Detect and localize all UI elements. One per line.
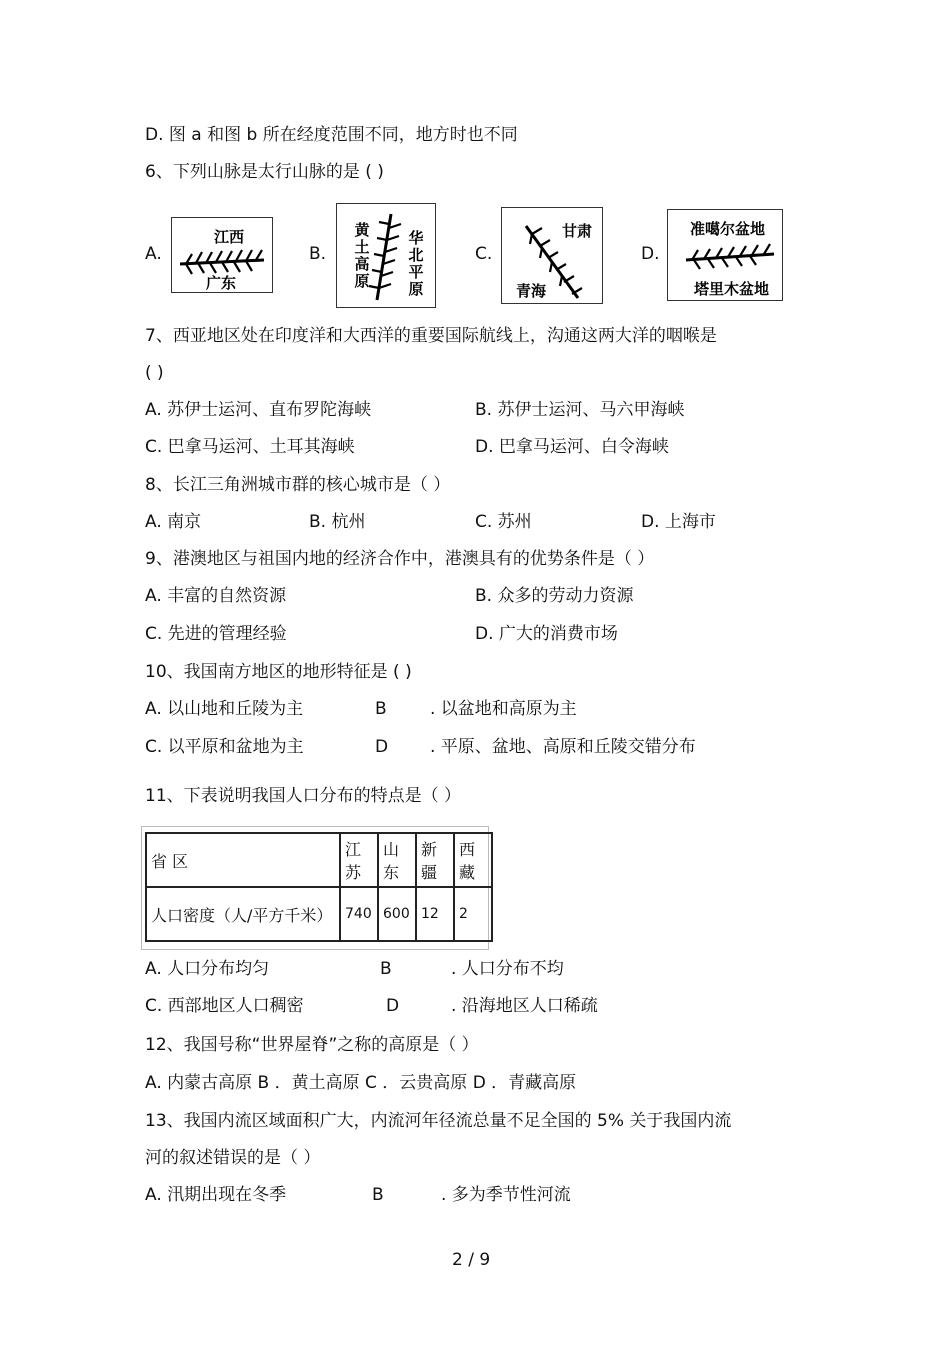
q8-option-c: C. 苏州 (475, 512, 532, 532)
q10-option-d: . 平原、盆地、高原和丘陵交错分布 (430, 737, 696, 757)
q11-option-d-letter: D (386, 996, 400, 1016)
q11-option-a: A. 人口分布均匀 (145, 959, 270, 979)
table-header-cell: 新疆 (416, 833, 454, 887)
q7-option-a: A. 苏伊士运河、直布罗陀海峡 (145, 400, 372, 420)
q6-map-c-bottom-label: 青海 (516, 282, 547, 300)
q10-option-d-letter: D (375, 737, 389, 757)
question-6: 6、下列山脉是太行山脉的是 ( ) (145, 162, 384, 182)
q6-map-b (336, 203, 436, 308)
table-header-cell: 省 区 (146, 833, 340, 887)
table-header-cell: 江苏 (340, 833, 378, 887)
table-header-cell: 西藏 (454, 833, 492, 887)
q6-map-b-left-label: 黄土高原 (354, 221, 370, 290)
question-10: 10、我国南方地区的地形特征是 ( ) (145, 662, 412, 682)
q7-option-b: B. 苏伊士运河、马六甲海峡 (475, 400, 685, 420)
question-7: 7、西亚地区处在印度洋和大西洋的重要国际航线上，沟通这两大洋的咽喉是 (145, 326, 717, 346)
q6-map-c-top-label: 甘肃 (562, 222, 593, 240)
table-cell: 740 (340, 887, 378, 941)
population-density-table (145, 832, 493, 942)
q13-option-b-letter: B (372, 1185, 384, 1205)
q6-option-b-letter: B. (309, 244, 327, 264)
q9-option-c: C. 先进的管理经验 (145, 624, 287, 644)
table-cell: 12 (416, 887, 454, 941)
q7-option-c: C. 巴拿马运河、土耳其海峡 (145, 437, 355, 457)
q6-map-c (501, 207, 603, 304)
q13-option-b: . 多为季节性河流 (441, 1185, 571, 1205)
q6-map-a (171, 217, 273, 293)
table-header-row (146, 833, 492, 887)
q6-map-d (667, 209, 783, 301)
q8-option-a: A. 南京 (145, 512, 202, 532)
table-cell: 2 (454, 887, 492, 941)
q8-option-b: B. 杭州 (309, 512, 366, 532)
q10-option-a: A. 以山地和丘陵为主 (145, 699, 304, 719)
question-13-continued: 河的叙述错误的是（ ） (145, 1148, 321, 1168)
table-header-cell: 山东 (378, 833, 416, 887)
table-cell: 人口密度（人/平方千米） (146, 887, 340, 941)
q13-option-a: A. 汛期出现在冬季 (145, 1185, 287, 1205)
q5-option-d: D. 图 a 和图 b 所在经度范围不同，地方时也不同 (145, 125, 518, 145)
q9-option-b: B. 众多的劳动力资源 (475, 586, 634, 606)
table-cell: 600 (378, 887, 416, 941)
q9-option-d: D. 广大的消费市场 (475, 624, 618, 644)
q10-option-c: C. 以平原和盆地为主 (145, 737, 304, 757)
q6-map-d-bottom-label: 塔里木盆地 (694, 280, 770, 298)
q11-option-d: . 沿海地区人口稀疏 (451, 996, 598, 1016)
q11-option-b: . 人口分布不均 (451, 959, 564, 979)
q9-option-a: A. 丰富的自然资源 (145, 586, 287, 606)
question-13: 13、我国内流区域面积广大，内流河年径流总量不足全国的 5% 关于我国内流 (145, 1111, 732, 1131)
q6-map-d-top-label: 准噶尔盆地 (690, 220, 766, 238)
table-row (146, 887, 492, 941)
q6-option-d-letter: D. (641, 244, 660, 264)
question-12: 12、我国号称“世界屋脊”之称的高原是（ ） (145, 1035, 479, 1055)
q6-option-a-letter: A. (145, 244, 162, 264)
question-8: 8、长江三角洲城市群的核心城市是（ ） (145, 475, 451, 495)
question-9: 9、港澳地区与祖国内地的经济合作中，港澳具有的优势条件是（ ） (145, 549, 655, 569)
q10-option-b: . 以盆地和高原为主 (430, 699, 577, 719)
q6-option-c-letter: C. (475, 244, 493, 264)
q11-option-b-letter: B (380, 959, 392, 979)
q7-option-d: D. 巴拿马运河、白令海峡 (475, 437, 669, 457)
q6-map-a-top-label: 江西 (214, 228, 245, 246)
question-7-bracket: ( ) (145, 363, 164, 383)
q6-map-b-right-label: 华北平原 (408, 229, 424, 298)
q6-map-a-bottom-label: 广东 (206, 274, 237, 292)
q12-options: A. 内蒙古高原 B ．黄土高原 C ．云贵高原 D ．青藏高原 (145, 1073, 577, 1093)
q11-option-c: C. 西部地区人口稠密 (145, 996, 304, 1016)
q8-option-d: D. 上海市 (641, 512, 716, 532)
question-11: 11、下表说明我国人口分布的特点是（ ） (145, 786, 462, 806)
q10-option-b-letter: B (375, 699, 387, 719)
page-number: 2 / 9 (452, 1250, 491, 1270)
